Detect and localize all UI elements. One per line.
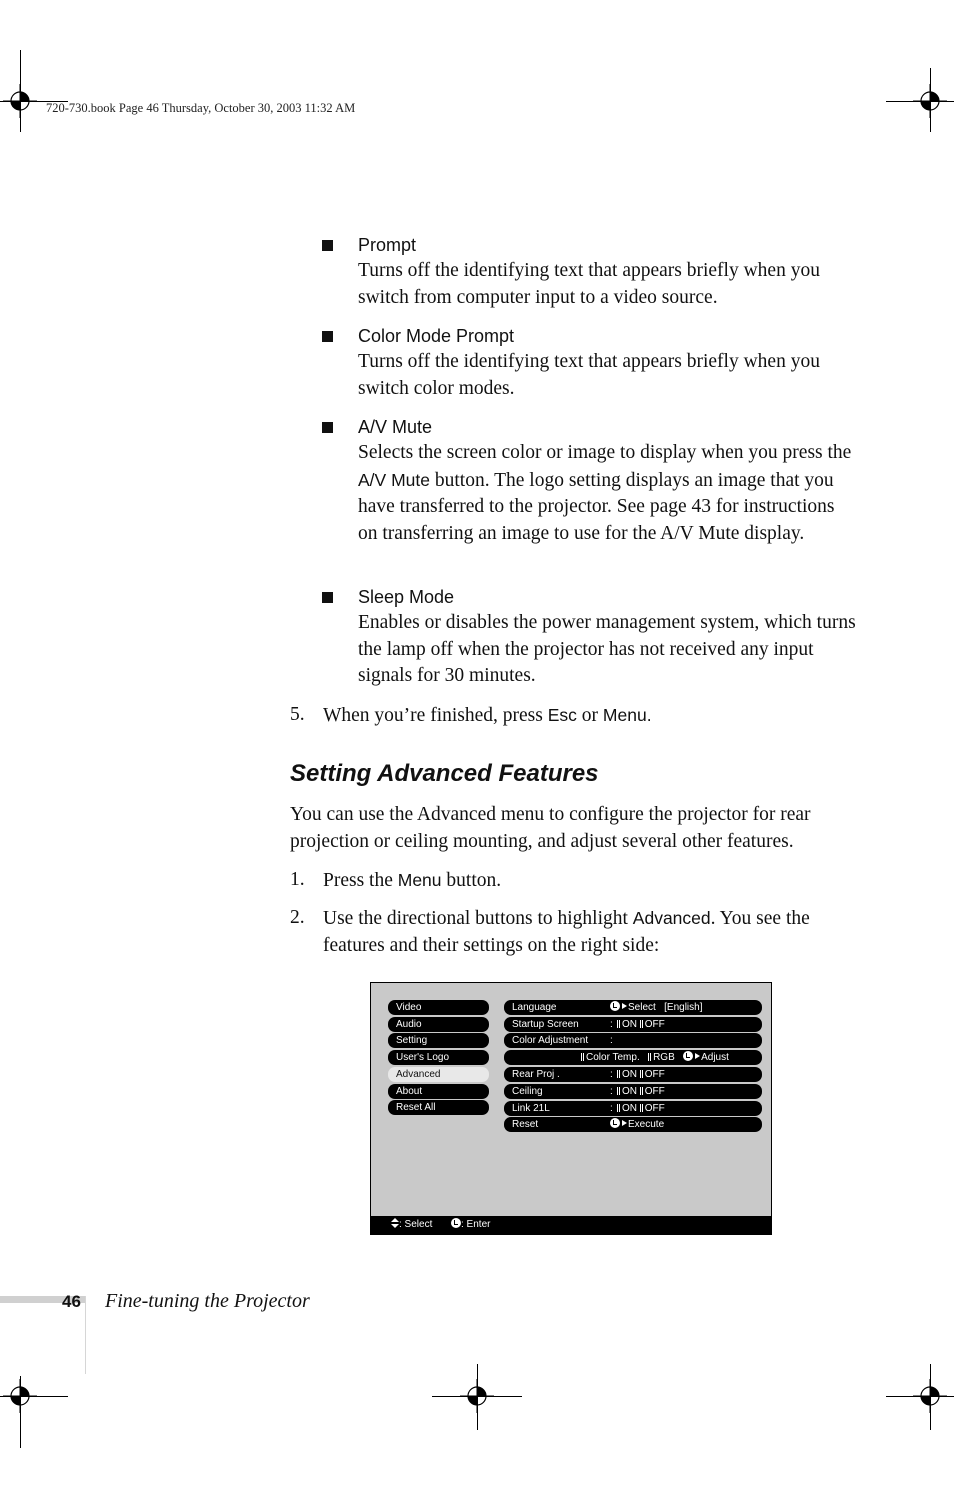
registration-mark-icon — [3, 1379, 37, 1413]
option-off: OFF — [644, 1086, 665, 1097]
setting-row-link-21l[interactable] — [504, 1101, 762, 1116]
enter-hint — [451, 1216, 490, 1234]
menu-keyword: Advanced — [632, 908, 711, 928]
enter-icon — [610, 1118, 620, 1128]
button-keyword: Menu — [602, 705, 647, 725]
step-text — [323, 702, 858, 730]
section-heading: Setting Advanced Features — [290, 760, 599, 787]
menu-item-audio[interactable]: Audio — [388, 1017, 489, 1032]
setting-value — [617, 1017, 665, 1032]
menu-item-setting[interactable]: Setting — [388, 1033, 489, 1048]
intro-paragraph: You can use the Advanced menu to configure the projector for rear projection or ceiling mounting, and adjust several other features. — [290, 804, 811, 852]
button-keyword: Esc — [547, 705, 577, 725]
setting-value — [617, 1067, 665, 1082]
option-on: ON — [622, 1086, 637, 1097]
separator-colon: : — [610, 1103, 613, 1114]
arrow-right-icon — [622, 1120, 627, 1126]
step-text — [323, 905, 858, 959]
bullet-body: Enables or disables the power management system, which turns the lamp off when the projector has not received any input signals for 30 minutes. — [358, 612, 856, 686]
setting-label: Language — [512, 1002, 557, 1013]
chapter-title: Fine-tuning the Projector — [105, 1290, 310, 1312]
menu-item-about[interactable]: About — [388, 1084, 489, 1099]
enter-icon — [683, 1051, 693, 1061]
radio-icon — [640, 1020, 643, 1028]
setting-row-color-temp[interactable] — [504, 1050, 762, 1065]
step-text-part: When you’re finished, press — [323, 705, 548, 726]
separator-colon: : — [610, 1086, 613, 1097]
arrow-right-icon — [695, 1053, 700, 1059]
radio-icon — [617, 1070, 620, 1078]
separator-colon: : — [610, 1069, 613, 1080]
bullet-title: Prompt — [358, 235, 417, 255]
setting-label: Startup Screen — [512, 1019, 579, 1030]
radio-icon — [617, 1020, 620, 1028]
bullet-square-icon — [322, 422, 333, 433]
menu-item-users-logo[interactable]: User's Logo — [388, 1050, 489, 1065]
option-color-temp: Color Temp. — [586, 1052, 640, 1063]
bullet-body-text: Selects the screen color or image to display when you press the — [358, 442, 852, 463]
setting-action: Adjust — [701, 1052, 729, 1063]
setting-label: Color Adjustment — [512, 1035, 589, 1046]
bullet-body — [358, 440, 858, 547]
setting-action: Select — [628, 1002, 656, 1013]
select-hint — [391, 1216, 432, 1234]
step-number: 5. — [290, 704, 305, 725]
page-number: 46 — [62, 1292, 81, 1311]
select-hint-text: : Select — [399, 1219, 433, 1230]
option-off: OFF — [644, 1069, 665, 1080]
radio-icon — [617, 1087, 620, 1095]
up-down-arrow-icon — [391, 1218, 399, 1228]
arrow-right-icon — [622, 1003, 627, 1009]
book-header-note: 720-730.book Page 46 Thursday, October 30, 2003 11:32 AM — [46, 101, 356, 115]
setting-value — [581, 1050, 729, 1065]
menu-item-advanced[interactable]: Advanced — [388, 1067, 489, 1082]
step-text-part: button. — [441, 870, 502, 891]
option-on: ON — [622, 1103, 637, 1114]
bullet-title: A/V Mute — [358, 417, 433, 437]
menu-help-bar — [371, 1216, 771, 1234]
setting-value — [610, 1117, 664, 1132]
registration-mark-icon — [460, 1379, 494, 1413]
button-keyword: A/V Mute — [358, 469, 430, 490]
setting-row-reset[interactable] — [504, 1117, 762, 1132]
radio-icon — [640, 1087, 643, 1095]
setting-row-ceiling[interactable] — [504, 1084, 762, 1099]
enter-hint-text: : Enter — [461, 1219, 491, 1230]
setting-value — [610, 1000, 703, 1015]
setting-row-language[interactable] — [504, 1000, 762, 1015]
projector-menu-screenshot — [370, 982, 772, 1235]
setting-action: Execute — [628, 1119, 665, 1130]
menu-item-reset-all[interactable]: Reset All — [388, 1100, 489, 1115]
registration-mark-icon — [913, 84, 947, 118]
setting-label: Rear Proj . — [512, 1069, 560, 1080]
setting-current-value: [English] — [664, 1002, 703, 1013]
separator-colon: : — [610, 1035, 613, 1046]
setting-label: Ceiling — [512, 1086, 543, 1097]
button-keyword: Menu — [397, 870, 442, 890]
setting-value — [617, 1101, 665, 1116]
setting-value — [617, 1084, 665, 1099]
step-number: 1. — [290, 869, 305, 890]
setting-row-color-adjustment[interactable] — [504, 1033, 762, 1048]
option-rgb: RGB — [653, 1052, 675, 1063]
menu-item-video[interactable]: Video — [388, 1000, 489, 1015]
footer-divider — [85, 1296, 86, 1374]
step-number: 2. — [290, 907, 305, 928]
radio-icon — [617, 1104, 620, 1112]
step-text — [323, 867, 858, 895]
bullet-square-icon — [322, 240, 333, 251]
separator-colon: : — [610, 1019, 613, 1030]
step-text-part: Press the — [323, 870, 398, 891]
setting-label: Reset — [512, 1119, 539, 1130]
radio-icon — [640, 1070, 643, 1078]
option-off: OFF — [644, 1103, 665, 1114]
bullet-body: Turns off the identifying text that appears briefly when you switch color modes. — [358, 351, 820, 399]
setting-row-startup-screen[interactable] — [504, 1017, 762, 1032]
bullet-square-icon — [322, 592, 333, 603]
enter-icon — [451, 1218, 461, 1228]
setting-label: Link 21L — [512, 1103, 550, 1114]
step-text-part: . — [646, 705, 652, 725]
option-off: OFF — [644, 1019, 665, 1030]
radio-icon — [581, 1053, 584, 1061]
radio-icon — [640, 1104, 643, 1112]
registration-mark-icon — [3, 84, 37, 118]
registration-mark-icon — [913, 1379, 947, 1413]
bullet-square-icon — [322, 331, 333, 342]
radio-icon — [648, 1053, 651, 1061]
bullet-title: Sleep Mode — [358, 587, 455, 607]
setting-row-rear-proj[interactable] — [504, 1067, 762, 1082]
step-text-part: Use the directional buttons to highlight — [323, 908, 633, 929]
bullet-body: Turns off the identifying text that appears briefly when you switch from computer input to a video source. — [358, 260, 820, 308]
enter-icon — [610, 1001, 620, 1011]
bullet-title: Color Mode Prompt — [358, 326, 515, 346]
step-text-part: or — [576, 705, 603, 726]
option-on: ON — [622, 1019, 637, 1030]
bullet-body-text: button. The logo setting displays an image that you have transferred to the projector. See page 43 for instructions on transferring an image to use for the A/V Mute display. — [358, 469, 835, 544]
step-text-part: . You see the features and their settings on the right side: — [323, 908, 810, 956]
option-on: ON — [622, 1069, 637, 1080]
